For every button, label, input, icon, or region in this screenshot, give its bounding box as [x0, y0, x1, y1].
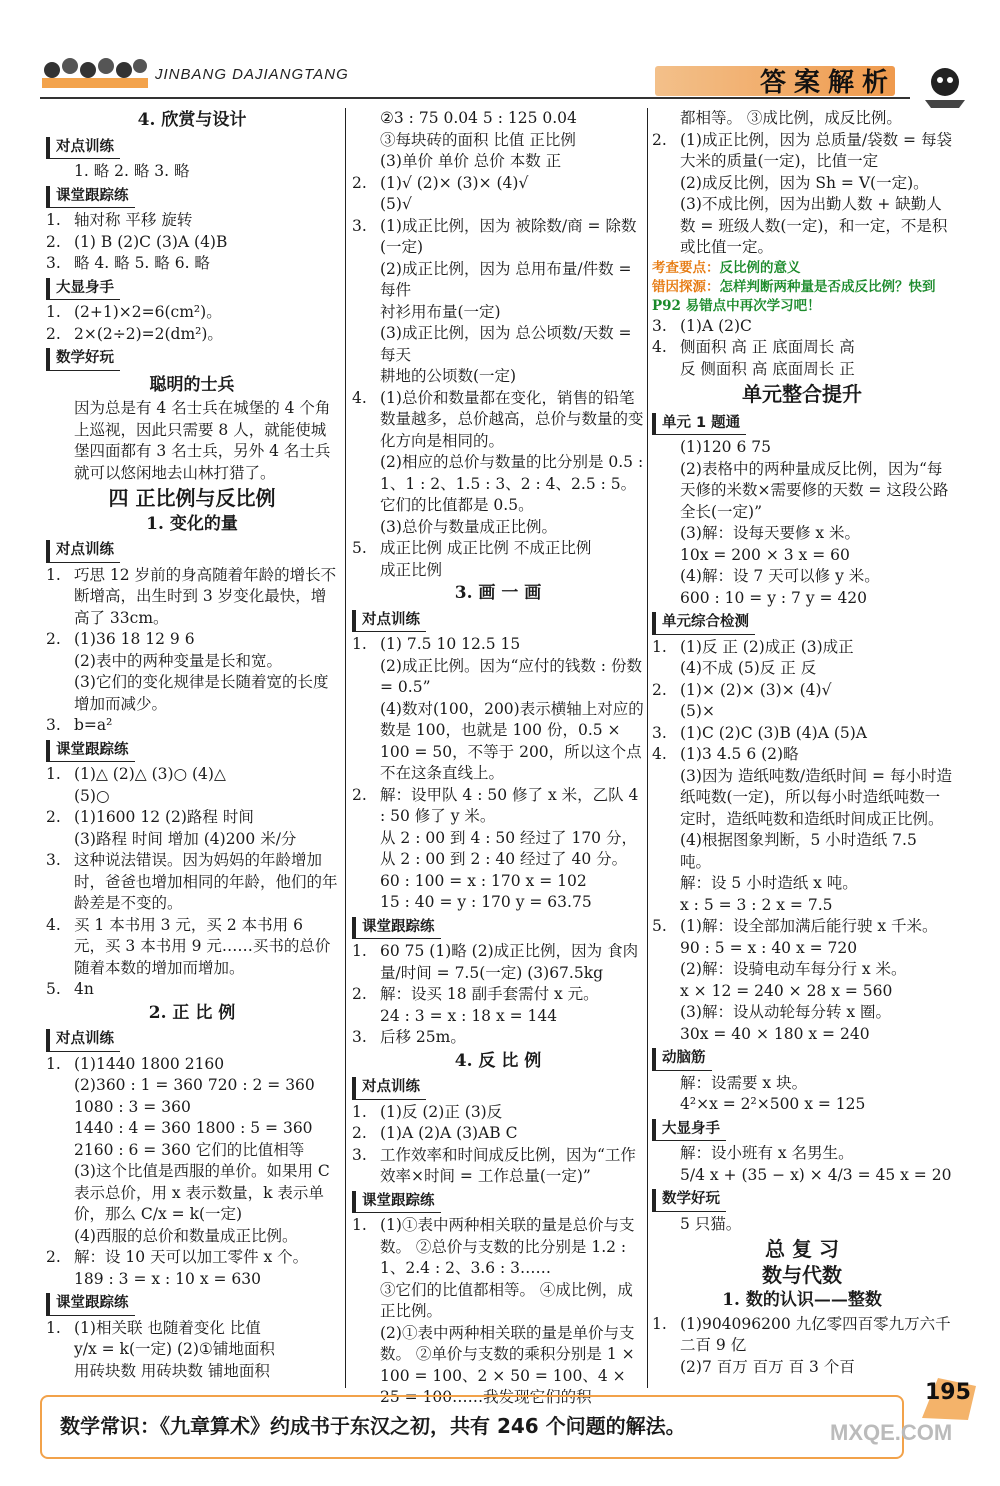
item-text: (1)①表中两种相关联的量是总价与支数。 ②总价与支数的比分别是 1.2 : 1、2.4 : 2、3.6 : 3…… [380, 1216, 635, 1277]
item-text: (1)C (2)C (3)B (4)A (5)A [680, 723, 867, 742]
page-number: 195 [925, 1380, 971, 1405]
answer-line: 都相等。 ③成比例，成反比例。 [680, 109, 902, 127]
note-text: 怎样判断两种量是否成反比例？快到 P92 易错点中再次学习吧！ [652, 278, 936, 314]
item-number: 1. [46, 765, 61, 783]
answer-line: (3)路程 时间 增加 (4)200 米/分 [74, 829, 297, 848]
item-number: 3. [46, 254, 61, 272]
item-number: 1. [352, 1102, 367, 1121]
item-text: 轴对称 平移 旋转 [74, 211, 193, 229]
answer-item [352, 1215, 644, 1280]
exercise-label-wrap [652, 1045, 952, 1073]
answer-line: 反 侧面积 高 底面周长 正 [680, 359, 855, 378]
item-text: (2+1)×2=6(cm²)。 [74, 303, 222, 321]
item-number [46, 161, 74, 183]
answer-line: 60 : 100 = x : 170 x = 102 [380, 871, 587, 890]
item-text: 60 75 (1)略 (2)成正比例，因为 食肉量/时间 = 7.5(一定) (3)67.5kg [380, 942, 639, 982]
item-text: 后移 25m。 [380, 1028, 466, 1046]
item-number: 2. [46, 1248, 61, 1266]
answer-line: (3)总价与数量成正比例。 [380, 517, 557, 536]
exercise-label-wrap [352, 607, 644, 635]
answer-line: ③它们的比值都相等。 ④成比例，成正比例。 [380, 1280, 633, 1320]
item-text: (1)反 (2)正 (3)反 [380, 1102, 503, 1121]
answer-line: (2)7 百万 百万 百 3 个百 [680, 1357, 855, 1376]
answer-item [352, 1145, 644, 1188]
exercise-label: 课堂跟踪练 [46, 1293, 135, 1316]
section-heading: 1. 变化的量 [146, 513, 238, 534]
answer-line: (5)√ [380, 195, 412, 213]
item-number: 4. [652, 338, 667, 356]
answer-line: (2)360 : 1 = 360 720 : 2 = 360 [74, 1076, 315, 1094]
item-number: 2. [352, 985, 367, 1003]
chapter-heading: 四 正比例与反比例 [108, 486, 276, 510]
exercise-label: 对点训练 [352, 1077, 426, 1100]
item-number: 3. [46, 851, 61, 869]
answer-line: (4)根据图象判断，5 小时造纸 7.5 吨。 [680, 831, 917, 871]
answer-line: (2)解：设骑电动车每分行 x 米。 [680, 960, 907, 978]
item-number: 2. [652, 130, 667, 149]
answer-item [46, 629, 338, 651]
section-heading: 2. 正 比 例 [148, 1002, 236, 1023]
exercise-label: 单元综合检测 [652, 612, 755, 635]
answer-line: (2)相应的总价与数量的比分别是 0.5 : 1、1 : 2、1.5 : 3、2 : 4、2.5 : 5。它们的比值都是 0.5。 [380, 453, 644, 514]
exercise-label-wrap [46, 537, 338, 565]
answer-line: (3)因为 造纸吨数/造纸时间 = 每小时造纸吨数(一定)，所以每小时造纸吨数一定时，造纸吨数和造纸时间成正比例。 [680, 766, 952, 828]
item-text: (1)相关联 也随着变化 比值 [74, 1318, 261, 1337]
exercise-label-wrap [652, 1116, 952, 1144]
answer-line: (2)成正比例，因为 总用布量/件数 = 每件 [380, 259, 632, 299]
answer-line: (3)不成比例，因为出勤人数 + 缺勤人数 = 班级人数(一定)，和一定，不是积或比值一定。 [680, 195, 948, 256]
answer-line: 衬衫用布量(一定) [380, 302, 501, 321]
item-text: (1) 7.5 10 12.5 15 [380, 635, 521, 653]
item-text: (1)1600 12 (2)路程 时间 [74, 808, 254, 826]
item-text: (1)反 正 (2)成正 (3)成正 [680, 637, 854, 656]
answer-line: 5 只猫。 [680, 1214, 742, 1233]
item-text: 2×(2÷2)=2(dm²)。 [74, 324, 223, 343]
item-number: 1. [352, 942, 367, 960]
answer-line: 用砖块数 用砖块数 铺地面积 [74, 1361, 270, 1380]
answer-item [46, 565, 338, 630]
item-number: 3. [352, 216, 367, 235]
answer-item [652, 1314, 952, 1357]
item-text: 侧面积 高 正 底面周长 高 [680, 338, 855, 356]
item-text: (1)总价和数量都在变化，销售的铅笔数量越多，总价越高，总价与数量的变化方向是相同的。 [380, 388, 644, 450]
item-text: (1)√ (2)× (3)× (4)√ [380, 173, 529, 192]
item-number: 1. [652, 637, 667, 656]
note-key: 考查要点： [652, 259, 720, 276]
answer-item [352, 634, 644, 656]
answer-line: y/x = k(一定) (2)①铺地面积 [74, 1340, 275, 1358]
exercise-label: 数学好玩 [652, 1189, 726, 1212]
item-text: (1)36 18 12 9 6 [74, 630, 195, 648]
answer-line: x × 12 = 240 × 28 x = 560 [680, 981, 893, 1000]
item-text: 解：设买 18 副手套需付 x 元。 [380, 985, 599, 1003]
answer-line: (5)× [680, 702, 715, 720]
exercise-label-wrap [652, 1186, 952, 1214]
answer-item [352, 984, 644, 1006]
math-fact: 数学常识：《九章算术》约成书于东汉之初，共有 246 个问题的解法。 [60, 1414, 686, 1438]
exercise-label-wrap [652, 609, 952, 637]
exercise-label: 课堂跟踪练 [46, 740, 135, 763]
item-text: 解：设甲队 4 : 50 修了 x 米，乙队 4 : 50 修了 y 米。 [380, 785, 639, 825]
answer-line: 30x = 40 × 180 x = 240 [680, 1024, 870, 1043]
answer-item [46, 715, 338, 737]
answer-item [46, 807, 338, 829]
item-number: 1. [46, 303, 61, 321]
exercise-label-wrap [46, 345, 338, 373]
answer-item [652, 723, 952, 745]
exercise-label: 对点训练 [46, 540, 120, 563]
header-rule [40, 97, 910, 99]
answer-line: 解：设小班有 x 名男生。 [680, 1144, 854, 1162]
item-number: 3. [352, 1145, 367, 1164]
item-number: 1. [352, 635, 367, 653]
item-text: (1)A (2)A (3)AB C [380, 1124, 518, 1142]
exercise-label: 课堂跟踪练 [352, 1191, 441, 1214]
exercise-label: 对点训练 [46, 1029, 120, 1052]
item-text: 巧思 12 岁前的身高随着年龄的增长不断增高，出生时到 3 岁变化最快，增高了 33cm。 [74, 565, 337, 627]
exercise-label-wrap [46, 183, 338, 211]
item-number: 2. [46, 630, 61, 648]
answer-item [352, 388, 644, 453]
item-text: (1) B (2)C (3)A (4)B [74, 232, 228, 251]
item-text: (1)A (2)C [680, 316, 752, 335]
answer-line: (3)单价 单价 总价 本数 正 [380, 152, 562, 170]
answer-item [46, 979, 338, 1001]
item-number: 1. [46, 565, 61, 584]
answer-item [46, 161, 338, 183]
item-number: 1. [652, 1314, 667, 1333]
section-heading: 3. 画 一 画 [454, 583, 542, 603]
answer-line: (3)成正比例，因为 总公顷数/天数 = 每天 [380, 324, 632, 364]
answer-line: 1080 : 3 = 360 [74, 1097, 191, 1116]
exercise-label-wrap [46, 275, 338, 303]
answer-item [46, 324, 338, 346]
exercise-label: 数学好玩 [46, 348, 120, 371]
item-text: (1)成正比例，因为 总质量/袋数 = 每袋大米的质量(一定)，比值一定 [680, 130, 952, 170]
answer-line: 解：设 5 小时造纸 x 吨。 [680, 874, 858, 892]
item-text: (1)△ (2)△ (3)○ (4)△ [74, 765, 226, 783]
kids-logo-icon [40, 42, 150, 92]
item-number: 1. [46, 1318, 61, 1337]
answer-item [46, 1054, 338, 1076]
note-text: 反比例的意义 [719, 259, 801, 276]
section-heading: 4. 反 比 例 [454, 1050, 542, 1071]
answer-line: (3)它们的变化规律是长随着宽的长度增加而减少。 [74, 673, 329, 713]
exercise-label-wrap [46, 737, 338, 765]
answer-line: (2)①表中两种相关联的量是单价与支数。 ②单价与支数的乘积分别是 1 × 100 = 100、2 × 50 = 100、4 × 25 = 100……我发现它们的积 [380, 1323, 635, 1406]
item-number: 3. [352, 1028, 367, 1046]
answer-item [46, 850, 338, 915]
item-number: 4. [352, 388, 367, 407]
answer-item [652, 130, 952, 173]
answer-item [352, 1123, 644, 1145]
answer-line: 4²×x = 2²×500 x = 125 [680, 1095, 866, 1113]
answer-line: (2)成反比例，因为 Sh = V(一定)。 [680, 173, 929, 192]
item-number: 2. [46, 324, 61, 343]
chapter-heading: 数与代数 [762, 1262, 842, 1287]
exercise-label: 单元 1 题通 [652, 413, 746, 436]
note-key: 错因探源： [652, 278, 720, 295]
answer-item [46, 398, 338, 484]
answer-item [46, 253, 338, 275]
exercise-label-wrap [652, 410, 952, 438]
item-number: 3. [652, 723, 667, 742]
item-number: 1. [352, 1216, 367, 1234]
item-number: 5. [652, 917, 667, 935]
exercise-label: 课堂跟踪练 [352, 917, 441, 940]
answer-line: (3)这个比值是西服的单价。如果用 C 表示总价，用 x 表示数量，k 表示单价，那么 C/x = k(一定) [74, 1162, 330, 1223]
item-number: 4. [652, 745, 667, 763]
chapter-heading: 单元整合提升 [742, 382, 862, 406]
answer-line: 189 : 3 = x : 10 x = 630 [74, 1269, 261, 1288]
answer-item [352, 941, 644, 984]
exercise-label: 大显身手 [652, 1119, 726, 1142]
answer-line: (5)○ [74, 786, 110, 805]
item-text: 这种说法错误。因为妈妈的年龄增加时，爸爸也增加相同的年龄，他们的年龄差是不变的。 [74, 851, 338, 912]
section-heading: 1. 数的认识——整数 [722, 1290, 882, 1310]
answer-line: 90 : 5 = x : 40 x = 720 [680, 938, 858, 957]
item-text: 工作效率和时间成反比例，因为“工作效率×时间 = 工作总量(一定)” [380, 1145, 636, 1185]
item-text: 解：设 10 天可以加工零件 x 个。 [74, 1248, 309, 1266]
answer-item [46, 915, 338, 980]
item-text: 4n [74, 980, 94, 998]
mascot-icon [915, 60, 975, 110]
exercise-label: 大显身手 [46, 278, 120, 301]
item-number: 3. [46, 716, 61, 734]
brand-name: JINBANG DAJIANGTANG [155, 66, 349, 83]
answer-line: (2)表中的两种变量是长和宽。 [74, 651, 282, 670]
answer-item [352, 1102, 644, 1124]
answer-item [352, 785, 644, 828]
exercise-label: 对点训练 [46, 137, 120, 160]
item-number: 4. [46, 915, 61, 934]
answer-item [652, 337, 952, 359]
item-number: 3. [652, 316, 667, 335]
section-heading: 4. 欣赏与设计 [137, 110, 247, 130]
answer-line: 1440 : 4 = 360 1800 : 5 = 360 [74, 1119, 313, 1137]
note-line [652, 278, 952, 316]
answer-item [652, 680, 952, 702]
answer-item [352, 538, 644, 560]
watermark: MXQE.COM [830, 1420, 953, 1445]
item-text: 成正比例 成正比例 不成正比例 [380, 539, 592, 557]
answer-item [652, 316, 952, 338]
answer-item [352, 1027, 644, 1049]
answer-line: (4)不成 (5)反 正 反 [680, 659, 817, 677]
answer-line: 从 2 : 00 到 4 : 50 经过了 170 分，从 2 : 00 到 2 : 40 经过了 40 分。 [380, 828, 637, 868]
exercise-label-wrap [352, 1188, 644, 1216]
item-text: b=a² [74, 716, 113, 734]
answer-line: (4)解：设 7 天可以修 y 米。 [680, 567, 880, 585]
item-number: 2. [352, 785, 367, 804]
column-divider [345, 108, 346, 1388]
answer-line: 15 : 40 = y : 170 y = 63.75 [380, 893, 592, 911]
chapter-heading: 总 复 习 [765, 1237, 839, 1261]
note-line [652, 259, 952, 278]
answer-line: 2160 : 6 = 360 它们的比值相等 [74, 1140, 305, 1159]
item-number: 1. [46, 211, 61, 229]
answer-column-2 [352, 108, 644, 1409]
exercise-label-wrap [352, 1074, 644, 1102]
answer-line: (4)数对(100，200)表示横轴上对应的数是 100，也就是 100 份，0.5 × 100 = 50，不等于 200，所以这个点不在这条直线上。 [380, 699, 644, 782]
answer-item [46, 1247, 338, 1269]
item-text: (1)解：设全部加满后能行驶 x 千米。 [680, 917, 938, 935]
item-text: (1)× (2)× (3)× (4)√ [680, 680, 832, 699]
item-text: 买 1 本书用 3 元，买 2 本书用 6 元，买 3 本书用 9 元……买书的总价随着本数的增加而增加。 [74, 915, 331, 977]
answer-item [352, 216, 644, 238]
item-text: (1)904096200 九亿零四百零九万六千二百 9 亿 [680, 1314, 951, 1354]
page-header [0, 0, 1000, 108]
answer-line: 成正比例 [380, 560, 443, 579]
exercise-label: 动脑筋 [652, 1048, 712, 1071]
item-number: 5. [352, 539, 367, 557]
item-number [46, 398, 74, 484]
answer-line: ②3 : 75 0.04 5 : 125 0.04 [380, 109, 577, 127]
section-heading: 聪明的士兵 [149, 374, 235, 395]
exercise-label: 课堂跟踪练 [46, 186, 135, 209]
item-number: 5. [46, 980, 61, 998]
exercise-label-wrap [352, 914, 644, 942]
exercise-label-wrap [46, 1026, 338, 1054]
item-number: 2. [46, 808, 61, 826]
answer-item [46, 764, 338, 786]
answer-line: 24 : 3 = x : 18 x = 144 [380, 1006, 558, 1025]
answer-line: (2)成正比例。因为“应付的钱数 : 份数 = 0.5” [380, 656, 642, 696]
answer-item [46, 210, 338, 232]
answer-line: 600 : 10 = y : 7 y = 420 [680, 588, 868, 607]
answer-line: (2)表格中的两种量成反比例，因为“每天修的米数×需要修的天数 = 这段公路全长(一定)” [680, 459, 949, 521]
item-number: 2. [46, 232, 61, 251]
answer-line: (3)解：设从动轮每分转 x 圈。 [680, 1003, 892, 1021]
answer-column-3 [652, 108, 952, 1378]
answer-line: 5/4 x + (35 − x) × 4/3 = 45 x = 20 [680, 1165, 952, 1184]
answer-item [46, 232, 338, 254]
answer-line: 解：设需要 x 块。 [680, 1073, 808, 1092]
answer-line: ③每块砖的面积 比值 正比例 [380, 130, 576, 149]
item-text: (1)成正比例，因为 被除数/商 = 除数 [380, 216, 637, 235]
answer-line: (3)解：设每天要修 x 米。 [680, 524, 861, 542]
item-number: 2. [652, 680, 667, 699]
answer-line: (一定) [380, 238, 424, 256]
item-number: 2. [352, 173, 367, 192]
exercise-label: 对点训练 [352, 610, 426, 633]
answer-item [652, 744, 952, 766]
answer-item [46, 302, 338, 324]
column-divider [647, 108, 648, 1388]
answer-line: 耕地的公顷数(一定) [380, 367, 517, 385]
answer-item [352, 173, 644, 195]
answer-line: 10x = 200 × 3 x = 60 [680, 545, 850, 564]
item-number: 1. [46, 1054, 61, 1073]
answer-item [652, 637, 952, 659]
answer-line: (1)120 6 75 [680, 438, 771, 456]
answer-item [652, 916, 952, 938]
answer-item [46, 1318, 338, 1340]
answer-column-1 [46, 108, 338, 1382]
answer-line: (4)西服的总价和数量成正比例。 [74, 1226, 298, 1245]
item-text: (1)3 4.5 6 (2)略 [680, 745, 799, 763]
item-text: 略 4. 略 5. 略 6. 略 [74, 254, 210, 272]
item-text: 1. 略 2. 略 3. 略 [74, 162, 190, 180]
page-title: 答案解析 [760, 68, 897, 98]
item-text: 因为总是有 4 名士兵在城堡的 4 个角上巡视，因此只需要 8 人，就能使城堡四面都有 3 名士兵，另外 4 名士兵就可以悠闲地去山林打猎了。 [74, 399, 331, 482]
exercise-label-wrap [46, 1290, 338, 1318]
exercise-label-wrap [46, 134, 338, 162]
item-text: (1)1440 1800 2160 [74, 1054, 225, 1073]
answer-line: x : 5 = 3 : 2 x = 7.5 [680, 895, 833, 914]
item-number: 2. [352, 1124, 367, 1142]
